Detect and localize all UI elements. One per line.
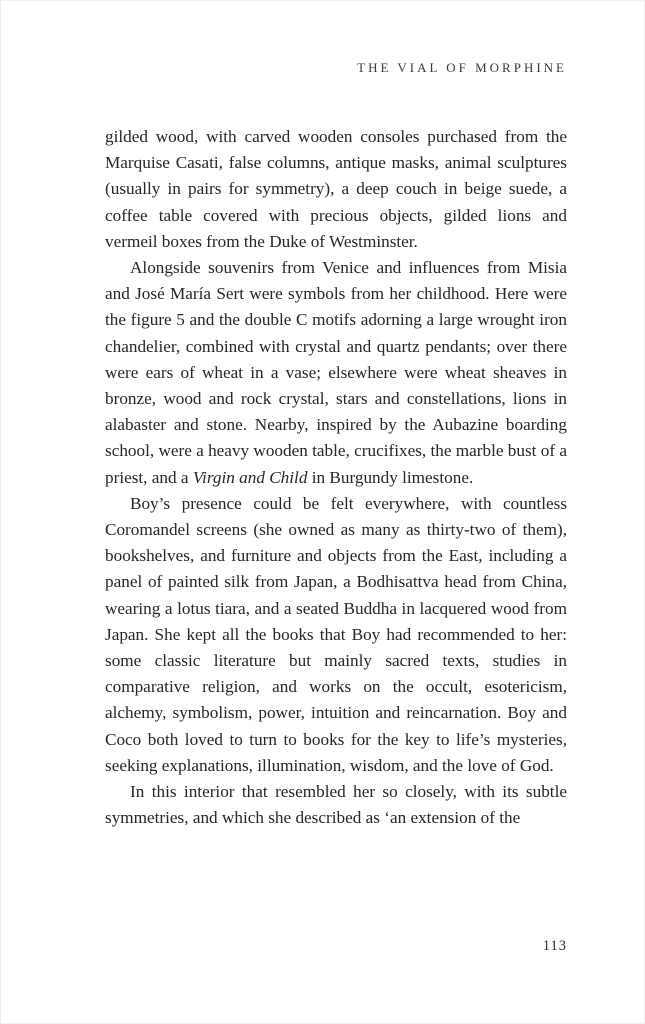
paragraph-continuation: gilded wood, with carved wooden consoles purchased from the Marquise Casati, false columns, antique masks, animal sculptures (usually in pairs for symmetry), a deep couch in beige suede, a coffee table covered with precious objects, gilded lions and vermeil boxes from the Duke of Westminster. [105,127,567,251]
paragraph: In this interior that resembled her so closely, with its subtle symmetries, and which she described as ‘an extension of the [105,782,567,828]
paragraph-text: in Burgundy limestone. [307,467,474,487]
page-number: 113 [542,938,567,954]
italic-work-title: Virgin and Child [192,467,308,487]
paragraph: Boy’s presence could be felt everywhere, with countless Coromandel screens (she owned as many as thirty-two of them), bookshelves, and furniture and objects from the East, including a panel of painted silk from Japan, a Bodhisattva head from China, wearing a lotus tiara, and a seated Buddha in lacquered wood from Japan. She kept all the books that Boy had recommended to her: some classic literature but mainly sacred texts, studies in comparative religion, and works on the occult, esotericism, alchemy, symbolism, power, intuition and reincarnation. Boy and Coco both loved to turn to books for the key to life’s mysteries, seeking explanations, illumination, wisdom, and the love of God. [105,493,567,775]
running-header: THE VIAL OF MORPHINE [357,60,567,75]
paragraph-text: Alongside souvenirs from Venice and influences from Misia and José María Sert were symbols from her childhood. Here were the figure 5 and the double C motifs adorning a large wrought iron chandelier, combined with crystal and quartz pendants; over there were ears of wheat in a vase; elsewhere were wheat sheaves in bronze, wood and rock crystal, stars and constellations, lions in alabaster and stone. Nearby, inspired by the Aubazine boarding school, were a heavy wooden table, crucifixes, the marble bust of a priest, and a [105,258,567,487]
paragraph [105,255,567,491]
body-text [105,124,567,831]
